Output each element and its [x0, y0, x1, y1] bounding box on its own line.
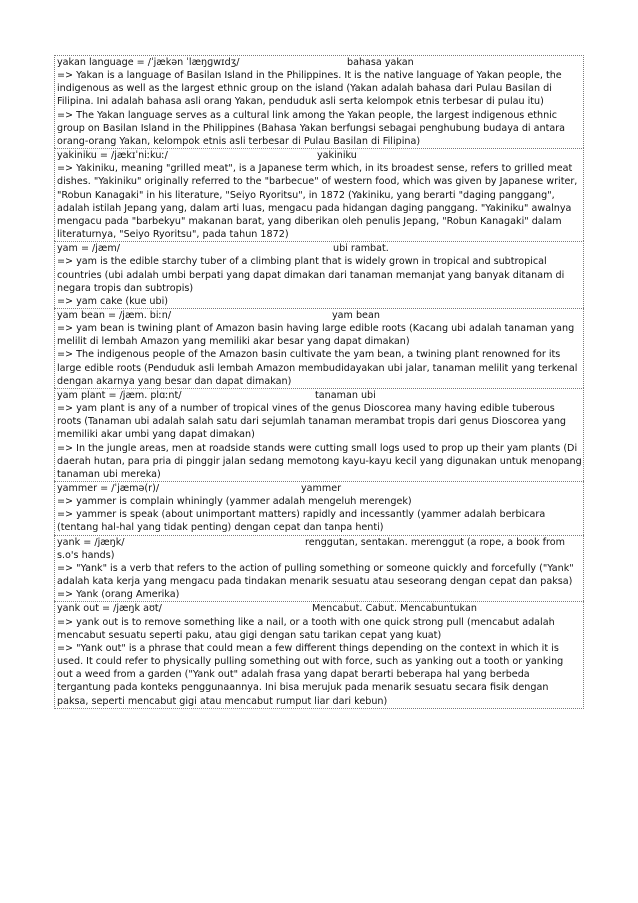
entry-term: yakan language = /ˈjækən ˈlæŋɡwɪdʒ/	[57, 57, 240, 68]
entry-term: yammer = /ˈjæmə(r)/	[57, 483, 160, 494]
entry-header	[57, 389, 582, 402]
entry-term: yank out = /jæŋk aʊt/	[57, 603, 162, 615]
entry-line: => yammer is complain whiningly (yammer adalah mengeluh merengek)	[57, 496, 412, 508]
dictionary-entry	[54, 308, 584, 388]
entry-header	[57, 149, 582, 162]
dictionary-entry	[54, 601, 584, 708]
entry-line: => "Yank" is a verb that refers to the action of pulling something or someone quickly and forcefully ("Yank" adalah kata kerja yang mengacu pada tindakan menarik sesuatu atau seseorang dengan cepat dan paksa)	[57, 562, 577, 588]
entry-header	[57, 536, 582, 562]
entry-line: => yam cake (kue ubi)	[57, 295, 169, 307]
entry-translation: bahasa yakan	[347, 57, 414, 68]
entry-line: => In the jungle areas, men at roadside stands were cutting small logs used to prop up their yam plants (Di daerah hutan, para pria di pinggir jalan sedang memotong kayu-kayu kecil yang digunakan untuk menopang tanaman ubi mereka)	[57, 442, 585, 480]
dictionary-entry	[54, 241, 584, 308]
entry-header	[57, 56, 582, 69]
dictionary-page	[54, 55, 584, 709]
entry-header	[57, 602, 582, 615]
entry-line: => "Yank out" is a phrase that could mean a few different things depending on the context in which it is used. It could refer to physically pulling something out with force, such as yanking out a tooth or yanking out a weed from a garden ("Yank out" adalah frasa yang dapat berarti beberapa hal yang berbeda tergantung pada konteks penggunaannya. Ini bisa merujuk pada menarik sesuatu secara fisik dengan paksa, seperti mencabut gigi atau mencabut rumput liar dari kebun)	[57, 642, 567, 707]
entry-translation: ubi rambat.	[333, 243, 389, 255]
entry-line: => The Yakan language serves as a cultural link among the Yakan people, the largest indigenous ethnic group on Basilan Island in the Philippines (Bahasa Yakan berfungsi sebagai penghubung budaya di antara orang-orang Yakan, kelompok etnis asli terbesar di Pulau Basilan di Filipina)	[57, 109, 569, 147]
entry-translation: tanaman ubi	[315, 389, 376, 401]
entry-translation: renggutan, sentakan. merenggut (a rope, a book from s.o's hands)	[57, 536, 569, 561]
dictionary-entry	[54, 388, 584, 481]
entry-header	[57, 309, 582, 322]
entry-line: => yammer is speak (about unimportant matters) rapidly and incessantly (yammer adalah berbicara (tentang hal-hal yang tidak penting) dengan cepat dan tanpa henti)	[57, 509, 549, 534]
entry-term: yam = /jæm/	[57, 243, 120, 255]
entry-header	[57, 482, 582, 495]
entry-term: yakiniku = /jækɪˈniːkuː/	[57, 150, 168, 162]
entry-line: => Yakan is a language of Basilan Island in the Philippines. It is the native language of Yakan people, the indigenous as well as the largest ethnic group on the island (Yakan adalah bahasa dari Pulau Basilan di Filipina. Ini adalah bahasa asli orang Yakan, penduduk asli serta kelompok etnis terbesar di pulau itu)	[57, 70, 565, 108]
entry-line: => Yakiniku, meaning "grilled meat", is a Japanese term which, in its broadest sense, refers to grilled meat dishes. "Yakiniku" originally referred to the "barbecue" of western food, which was given by Japanese writer, "Robun Kanagaki" in his literature, "Seiyo Ryoritsu", in 1872 (Yakiniku, yang berarti "daging panggang", adalah istilah Jepang yang, dalam arti luas, mengacu pada hidangan daging panggang. "Yakiniku" awalnya mengacu pada "barbekyu" makanan barat, yang diberikan oleh penulis Jepang, "Robun Kanagaki" dalam literaturnya, "Seiyo Ryoritsu", pada tahun 1872)	[57, 163, 581, 241]
entry-line: => The indigenous people of the Amazon basin cultivate the yam bean, a twining plant renowned for its large edible roots (Penduduk asli lembah Amazon membudidayakan ubi jalar, tanaman melilit yang terkenal dengan akarnya yang besar dan dapat dimakan)	[57, 349, 581, 387]
dictionary-entry	[54, 535, 584, 602]
dictionary-entry	[54, 55, 584, 148]
entry-term: yank = /jæŋk/	[57, 536, 125, 548]
entry-translation: yammer	[301, 483, 342, 494]
entry-line: => Yank (orang Amerika)	[57, 589, 180, 601]
entry-line: => yam is the edible starchy tuber of a climbing plant that is widely grown in tropical and subtropical countries (ubi adalah umbi berpati yang dapat dimakan dari tanaman memanjat yang banyak ditanam di negara tropis dan subtropis)	[57, 256, 568, 294]
entry-term: yam bean = /jæm. biːn/	[57, 309, 172, 321]
dictionary-entry	[54, 148, 584, 241]
entry-translation: yam bean	[332, 309, 380, 321]
entry-header	[57, 242, 582, 255]
entry-line: => yam bean is twining plant of Amazon basin having large edible roots (Kacang ubi adalah tanaman yang melilit di lembah Amazon yang memiliki akar besar yang dapat dimakan)	[57, 323, 578, 348]
entry-line: => yam plant is any of a number of tropical vines of the genus Dioscorea many having edible tuberous roots (Tanaman ubi adalah salah satu dari sejumlah tanaman merambat tropis dari genus Dioscorea yang memiliki akar umbi yang dapat dimakan)	[57, 403, 570, 441]
entry-translation: Mencabut. Cabut. Mencabuntukan	[312, 603, 477, 615]
dictionary-entry	[54, 481, 584, 535]
entry-translation: yakiniku	[317, 150, 357, 162]
entry-line: => yank out is to remove something like a nail, or a tooth with one quick strong pull (mencabut adalah mencabut sesuatu seperti paku, atau gigi dengan satu tarikan cepat yang kuat)	[57, 616, 558, 641]
entry-term: yam plant = /jæm. plɑːnt/	[57, 389, 182, 401]
